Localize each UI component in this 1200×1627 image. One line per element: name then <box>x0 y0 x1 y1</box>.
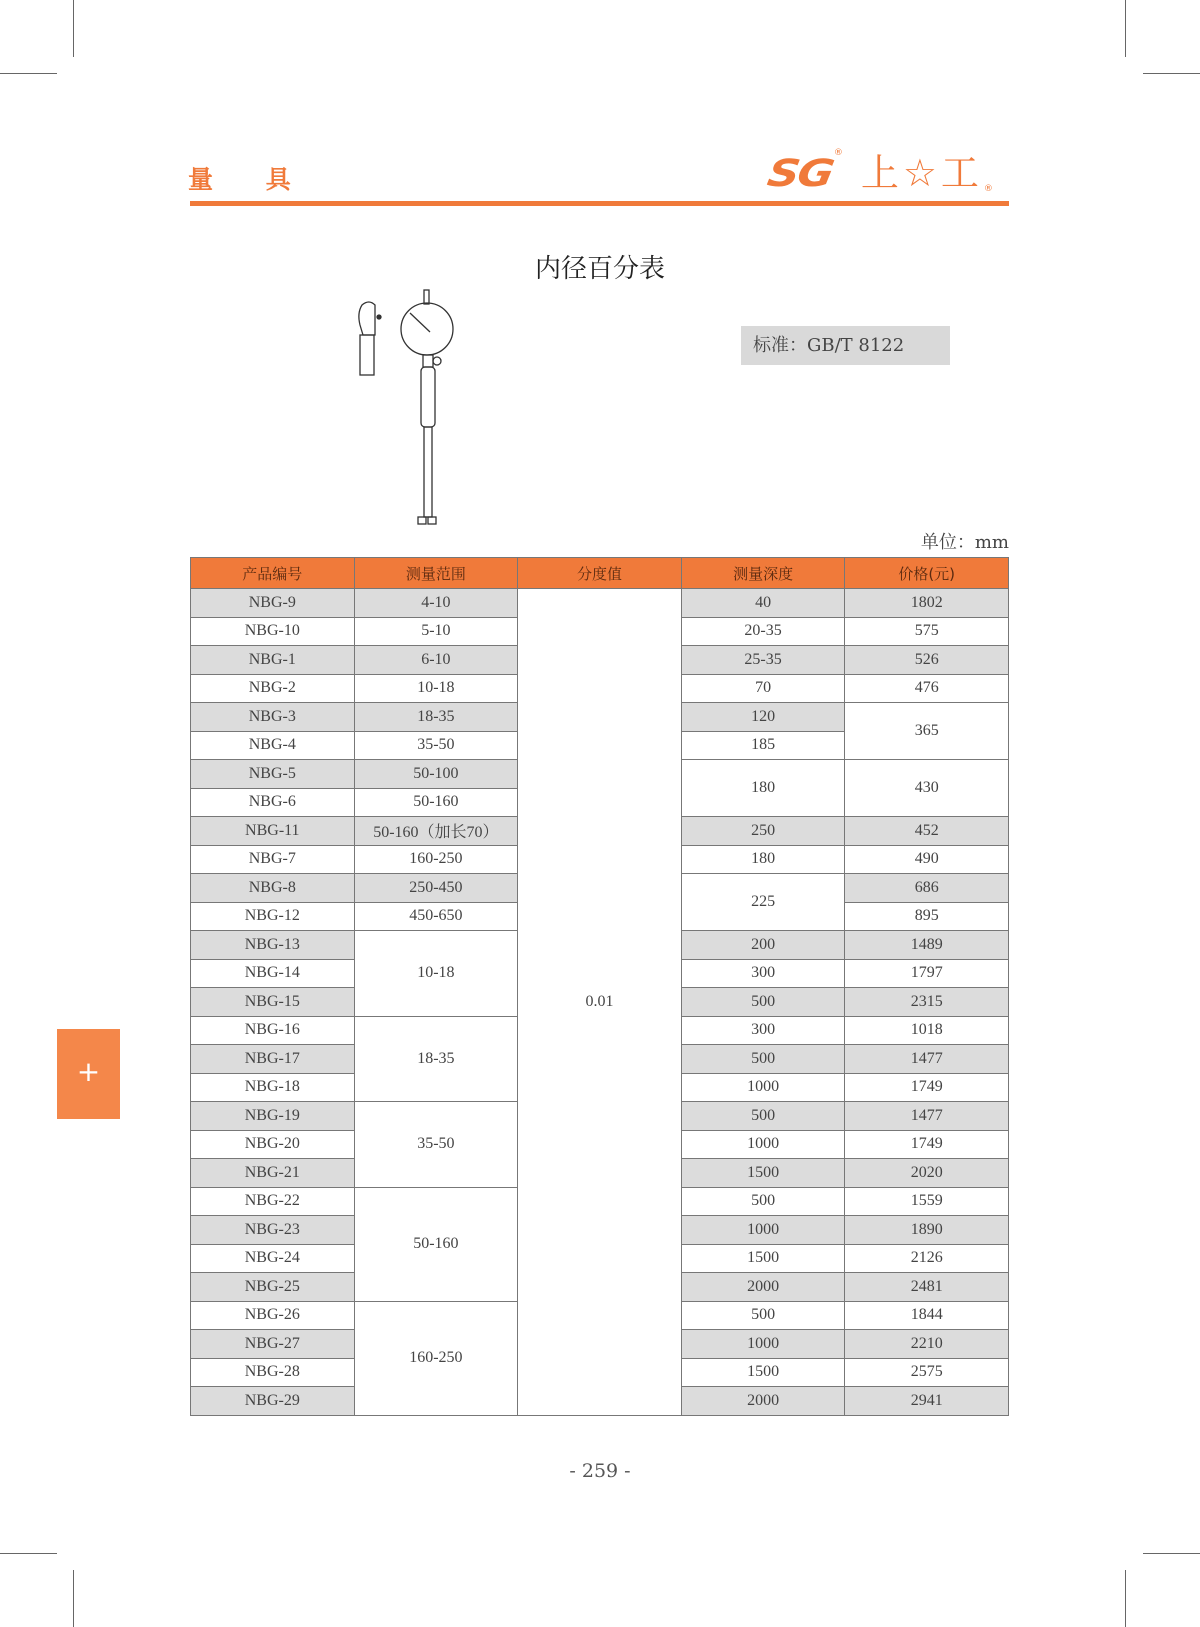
cell-depth: 1000 <box>681 1130 845 1159</box>
crop-mark <box>0 73 57 74</box>
registered-mark: ® <box>833 148 843 158</box>
cell-code: NBG-21 <box>191 1159 355 1188</box>
cell-depth: 225 <box>681 874 845 931</box>
crop-mark <box>1125 1570 1126 1627</box>
cell-depth: 2000 <box>681 1273 845 1302</box>
crop-mark <box>0 1553 57 1554</box>
cell-depth: 500 <box>681 988 845 1017</box>
cell-price: 686 <box>845 874 1009 903</box>
cell-range: 10-18 <box>354 674 518 703</box>
cell-code: NBG-5 <box>191 760 355 789</box>
cell-depth: 500 <box>681 1187 845 1216</box>
cell-code: NBG-18 <box>191 1073 355 1102</box>
cell-price: 476 <box>845 674 1009 703</box>
cell-range: 5-10 <box>354 617 518 646</box>
cell-range: 250-450 <box>354 874 518 903</box>
cell-code: NBG-1 <box>191 646 355 675</box>
cell-price: 452 <box>845 817 1009 846</box>
cell-price: 1477 <box>845 1045 1009 1074</box>
cell-price: 490 <box>845 845 1009 874</box>
cell-range: 35-50 <box>354 731 518 760</box>
cell-code: NBG-7 <box>191 845 355 874</box>
crop-mark <box>73 1570 74 1627</box>
cell-depth: 1000 <box>681 1073 845 1102</box>
table-body <box>191 589 1009 1416</box>
cell-code: NBG-6 <box>191 788 355 817</box>
cell-depth: 1000 <box>681 1330 845 1359</box>
header-depth: 测量深度 <box>681 558 845 589</box>
cell-code: NBG-14 <box>191 959 355 988</box>
cell-price: 2941 <box>845 1387 1009 1416</box>
header-divider <box>190 201 1009 206</box>
cell-division: 0.01 <box>518 589 682 1416</box>
cell-code: NBG-4 <box>191 731 355 760</box>
header-code: 产品编号 <box>191 558 355 589</box>
cell-price: 1749 <box>845 1073 1009 1102</box>
cell-depth: 500 <box>681 1045 845 1074</box>
cell-range: 450-650 <box>354 902 518 931</box>
cell-price: 575 <box>845 617 1009 646</box>
standard-label: 标准：GB/T 8122 <box>741 326 950 365</box>
product-table <box>190 557 1009 1416</box>
cell-code: NBG-22 <box>191 1187 355 1216</box>
cell-code: NBG-23 <box>191 1216 355 1245</box>
cell-price: 1489 <box>845 931 1009 960</box>
header-price: 价格(元) <box>845 558 1009 589</box>
cell-range: 50-160（加长70） <box>354 817 518 846</box>
table-header-row <box>191 558 1009 589</box>
cell-code: NBG-17 <box>191 1045 355 1074</box>
cell-price: 1749 <box>845 1130 1009 1159</box>
cell-depth: 300 <box>681 1016 845 1045</box>
cell-code: NBG-10 <box>191 617 355 646</box>
cell-code: NBG-24 <box>191 1244 355 1273</box>
cell-range: 18-35 <box>354 1016 518 1102</box>
cell-depth: 185 <box>681 731 845 760</box>
cell-price: 1844 <box>845 1301 1009 1330</box>
header-division: 分度值 <box>518 558 682 589</box>
cell-price: 1477 <box>845 1102 1009 1131</box>
cell-range: 50-160 <box>354 1187 518 1301</box>
cell-depth: 25-35 <box>681 646 845 675</box>
table-row <box>191 589 1009 618</box>
cell-range: 10-18 <box>354 931 518 1017</box>
cell-code: NBG-20 <box>191 1130 355 1159</box>
cell-code: NBG-2 <box>191 674 355 703</box>
crop-mark <box>73 0 74 57</box>
cell-price: 430 <box>845 760 1009 817</box>
crop-mark <box>1125 0 1126 57</box>
cell-price: 2210 <box>845 1330 1009 1359</box>
cell-code: NBG-12 <box>191 902 355 931</box>
cell-code: NBG-15 <box>191 988 355 1017</box>
cell-depth: 180 <box>681 760 845 817</box>
cell-code: NBG-11 <box>191 817 355 846</box>
cell-depth: 20-35 <box>681 617 845 646</box>
crop-mark <box>1143 1553 1200 1554</box>
cell-code: NBG-19 <box>191 1102 355 1131</box>
cell-price: 2020 <box>845 1159 1009 1188</box>
crop-mark <box>1143 73 1200 74</box>
cell-depth: 180 <box>681 845 845 874</box>
cell-price: 526 <box>845 646 1009 675</box>
cell-price: 1797 <box>845 959 1009 988</box>
cell-depth: 1500 <box>681 1358 845 1387</box>
cell-depth: 500 <box>681 1102 845 1131</box>
cell-code: NBG-3 <box>191 703 355 732</box>
cell-price: 365 <box>845 703 1009 760</box>
cell-range: 50-160 <box>354 788 518 817</box>
cell-depth: 200 <box>681 931 845 960</box>
cell-depth: 250 <box>681 817 845 846</box>
section-title: 量 具 <box>188 165 313 194</box>
cell-price: 2315 <box>845 988 1009 1017</box>
cell-code: NBG-26 <box>191 1301 355 1330</box>
cell-depth: 1000 <box>681 1216 845 1245</box>
cell-range: 160-250 <box>354 845 518 874</box>
cell-price: 1802 <box>845 589 1009 618</box>
header-range: 测量范围 <box>354 558 518 589</box>
cell-code: NBG-16 <box>191 1016 355 1045</box>
cell-depth: 1500 <box>681 1159 845 1188</box>
cell-range: 50-100 <box>354 760 518 789</box>
cell-depth: 300 <box>681 959 845 988</box>
registered-mark: ® <box>983 184 993 194</box>
cell-code: NBG-13 <box>191 931 355 960</box>
cell-price: 1018 <box>845 1016 1009 1045</box>
cell-depth: 500 <box>681 1301 845 1330</box>
cell-range: 18-35 <box>354 703 518 732</box>
cell-code: NBG-28 <box>191 1358 355 1387</box>
cell-price: 1890 <box>845 1216 1009 1245</box>
cell-price: 2126 <box>845 1244 1009 1273</box>
logo-sg: SG <box>764 151 836 196</box>
brand-logo <box>764 148 993 196</box>
cell-range: 4-10 <box>354 589 518 618</box>
cell-price: 1559 <box>845 1187 1009 1216</box>
cell-code: NBG-27 <box>191 1330 355 1359</box>
cell-depth: 1500 <box>681 1244 845 1273</box>
cell-depth: 2000 <box>681 1387 845 1416</box>
cell-code: NBG-25 <box>191 1273 355 1302</box>
cell-range: 35-50 <box>354 1102 518 1188</box>
cell-price: 895 <box>845 902 1009 931</box>
cell-depth: 120 <box>681 703 845 732</box>
cell-price: 2481 <box>845 1273 1009 1302</box>
cell-code: NBG-8 <box>191 874 355 903</box>
page-title: 内径百分表 <box>534 254 665 284</box>
bore-gauge-illustration <box>340 285 470 535</box>
cell-range: 6-10 <box>354 646 518 675</box>
cell-code: NBG-29 <box>191 1387 355 1416</box>
side-tab-plus[interactable]: + <box>57 1029 120 1119</box>
page-number: - 259 - <box>569 1460 631 1482</box>
cell-price: 2575 <box>845 1358 1009 1387</box>
unit-label: 单位：mm <box>920 532 1009 553</box>
logo-chinese: 上☆工 <box>860 151 983 195</box>
cell-depth: 70 <box>681 674 845 703</box>
cell-range: 160-250 <box>354 1301 518 1415</box>
cell-code: NBG-9 <box>191 589 355 618</box>
cell-depth: 40 <box>681 589 845 618</box>
